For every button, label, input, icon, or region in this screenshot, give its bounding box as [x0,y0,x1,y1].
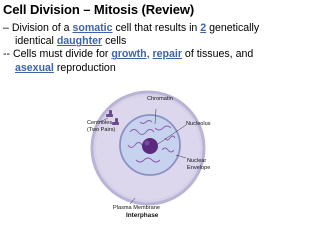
text-span: identical [15,35,57,48]
text-span: cells [102,35,127,48]
keyword-two: 2 [200,22,207,34]
text-span: – Division of a [3,22,73,34]
nucleolus [142,138,158,154]
label-nuclear-envelope: Nuclear Envelope [187,158,211,171]
text-span: , [146,48,153,61]
keyword-asexual: asexual [15,61,54,74]
text-span: of tissues, and [181,48,254,61]
text-span: cell that results in [112,22,201,34]
label-interphase: Interphase [126,212,159,219]
text-span: reproduction [53,61,116,74]
text-span: genetically [206,22,260,34]
label-chromatin: Chromatin [147,96,173,102]
label-nucleolus: Nucleolus [186,121,211,127]
keyword-daughter: daughter [56,35,103,48]
nucleolus-highlight [145,141,150,146]
label-centrioles: Centrioles (Two Pairs) [87,120,116,133]
label-plasma-membrane: Plasma Membrane [113,205,160,211]
text-span: -- Cells must divide for [3,48,112,61]
centriole [115,118,118,125]
centriole [109,110,112,117]
keyword-repair: repair [152,48,182,61]
keyword-growth: growth [111,48,147,61]
keyword-somatic: somatic [72,22,113,34]
slide-title: Cell Division – Mitosis (Review) [3,2,195,17]
